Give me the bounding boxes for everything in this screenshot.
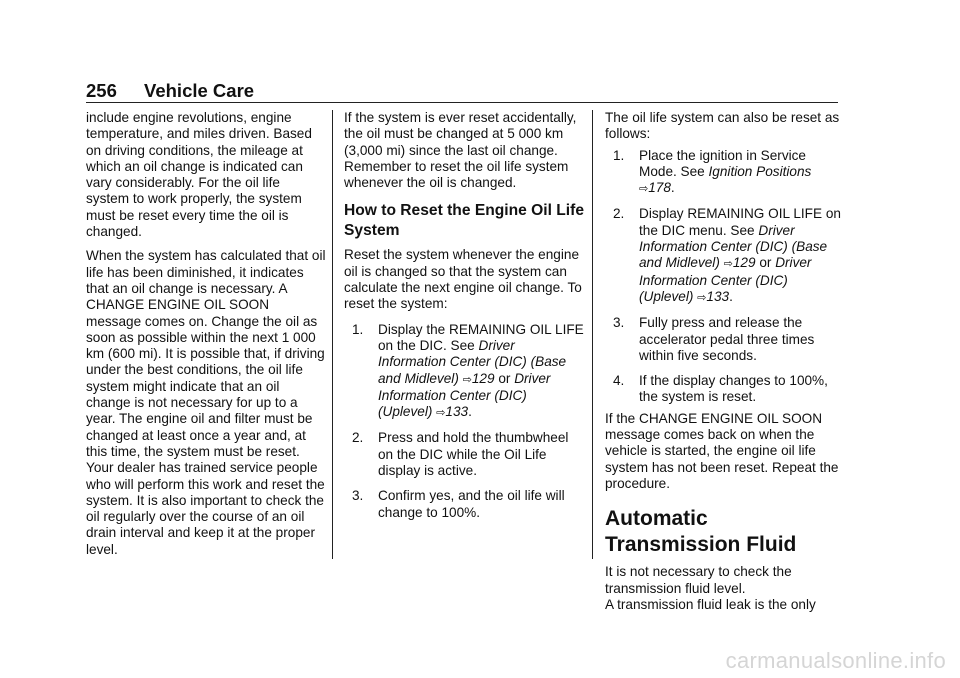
step-number: 3. xyxy=(352,488,364,504)
list-item xyxy=(352,430,584,479)
step-number: 2. xyxy=(613,206,625,222)
cross-reference-link[interactable]: Ignition Positions xyxy=(708,163,812,179)
page-arrow-icon: ⇨ xyxy=(639,183,649,196)
step-text: If the display changes to 100%, the system is reset. xyxy=(639,373,828,405)
step-text: Press and hold the thumbwheel on the DIC while the Oil Life display is active. xyxy=(378,430,569,479)
paragraph: If the CHANGE ENGINE OIL SOON message comes back on when the vehicle is started, the engine oil life system has not been reset. Repeat the procedure. xyxy=(605,410,839,491)
cross-reference-link[interactable]: Driver Information Center (DIC) (Base and Midlevel) xyxy=(378,337,567,386)
paragraph: When the system has calculated that oil life has been diminished, it indicates that an oil change is necessary. A CHANGE ENGINE OIL SOON message comes on. Change the oil as soon as possible within the next 1 000 km (600 mi). It is possible that, if driving under the best conditions, the oil life system might indicate that an oil change is not necessary for up to a year. The engine oil and filter must be changed at least once a year and, at this time, the system must be reset. Your dealer has trained service people who will perform this work and reset the system. It is also important to check the oil regularly over the course of an oil drain interval and keep it at the proper level. xyxy=(86,248,326,557)
section-heading: Automatic Transmission Fluid xyxy=(605,507,797,557)
list-item: 2. Display REMAINING OIL LIFE on the DIC menu. See Driver Information Center (DIC) (Base and Midlevel) ⇨129 or Driver Information Center (DIC) (Uplevel) ⇨133. xyxy=(613,206,843,306)
cross-reference-link[interactable]: Driver Information Center (DIC) (Uplevel) xyxy=(378,370,551,420)
conjunction: or xyxy=(759,255,772,271)
paragraph: Reset the system whenever the engine oil is changed so that the system can calculate the next engine oil change. To reset the system: xyxy=(344,247,582,312)
page-number: 256 xyxy=(86,80,117,101)
paragraph: It is not necessary to check the transmission fluid level. xyxy=(605,564,792,596)
cross-reference-link[interactable]: Driver Information Center (DIC) (Uplevel) xyxy=(639,255,812,304)
column-1 xyxy=(86,110,326,567)
page-reference[interactable]: 133 xyxy=(445,404,469,420)
paragraph: If the system is ever reset accidentally, the oil must be changed at 5 000 km (3,000 mi) since the last oil change. Remember to reset the oil life system whenever the oil is changed. xyxy=(344,110,577,191)
page-arrow-icon: ⇨ xyxy=(697,291,707,304)
page-reference[interactable]: 133 xyxy=(706,288,730,304)
column-3 xyxy=(605,110,843,622)
step-number: 4. xyxy=(613,373,625,389)
step-number: 2. xyxy=(352,430,364,446)
page-arrow-icon: ⇨ xyxy=(723,258,733,271)
page-header xyxy=(86,80,254,102)
column-2 xyxy=(344,110,584,530)
list-item xyxy=(613,315,843,364)
step-number: 1. xyxy=(613,147,625,163)
cross-reference-link[interactable]: Driver Information Center (DIC) (Base and Midlevel) xyxy=(639,222,828,271)
step-text: Confirm yes, and the oil life will change to 100%. xyxy=(378,488,565,520)
page-reference[interactable]: 129 xyxy=(471,370,495,386)
list-item xyxy=(613,373,843,406)
page-reference[interactable]: 178 xyxy=(648,180,671,196)
step-text: Display the REMAINING OIL LIFE on the DIC. See xyxy=(378,321,584,353)
step-text: Place the ignition in Service Mode. See xyxy=(639,147,806,179)
page-arrow-icon: ⇨ xyxy=(462,373,472,386)
paragraph: The oil life system can also be reset as follows: xyxy=(605,110,840,142)
step-number: 3. xyxy=(613,315,625,331)
list-item xyxy=(352,488,584,521)
section-title: Vehicle Care xyxy=(144,80,255,101)
section-heading: How to Reset the Engine Oil Life System xyxy=(344,202,584,240)
paragraph: A transmission fluid leak is the only xyxy=(605,596,816,612)
step-text: Display REMAINING OIL LIFE on the DIC menu. See xyxy=(639,206,841,238)
page-reference[interactable]: 129 xyxy=(732,255,756,271)
step-text: Fully press and release the accelerator pedal three times within five seconds. xyxy=(639,315,815,363)
step-number: 1. xyxy=(352,321,364,337)
watermark: carmanualsonline.info xyxy=(725,648,946,673)
conjunction: or xyxy=(498,370,511,386)
paragraph: include engine revolutions, engine temperature, and miles driven. Based on driving conditions, the mileage at which an oil change is indicated can vary considerably. For the oil life system to work properly, the system must be reset every time the oil is changed. xyxy=(86,110,312,240)
page-arrow-icon: ⇨ xyxy=(436,407,446,420)
list-item: 1. Display the REMAINING OIL LIFE on the DIC. See Driver Information Center (DIC) (Base and Midlevel) ⇨129 or Driver Information Center (DIC) (Uplevel) ⇨133. xyxy=(352,322,584,422)
list-item: 1. Place the ignition in Service Mode. See Ignition Positions ⇨178. xyxy=(613,148,843,198)
column-divider xyxy=(592,110,593,559)
column-divider xyxy=(332,110,333,559)
header-rule xyxy=(86,102,838,103)
